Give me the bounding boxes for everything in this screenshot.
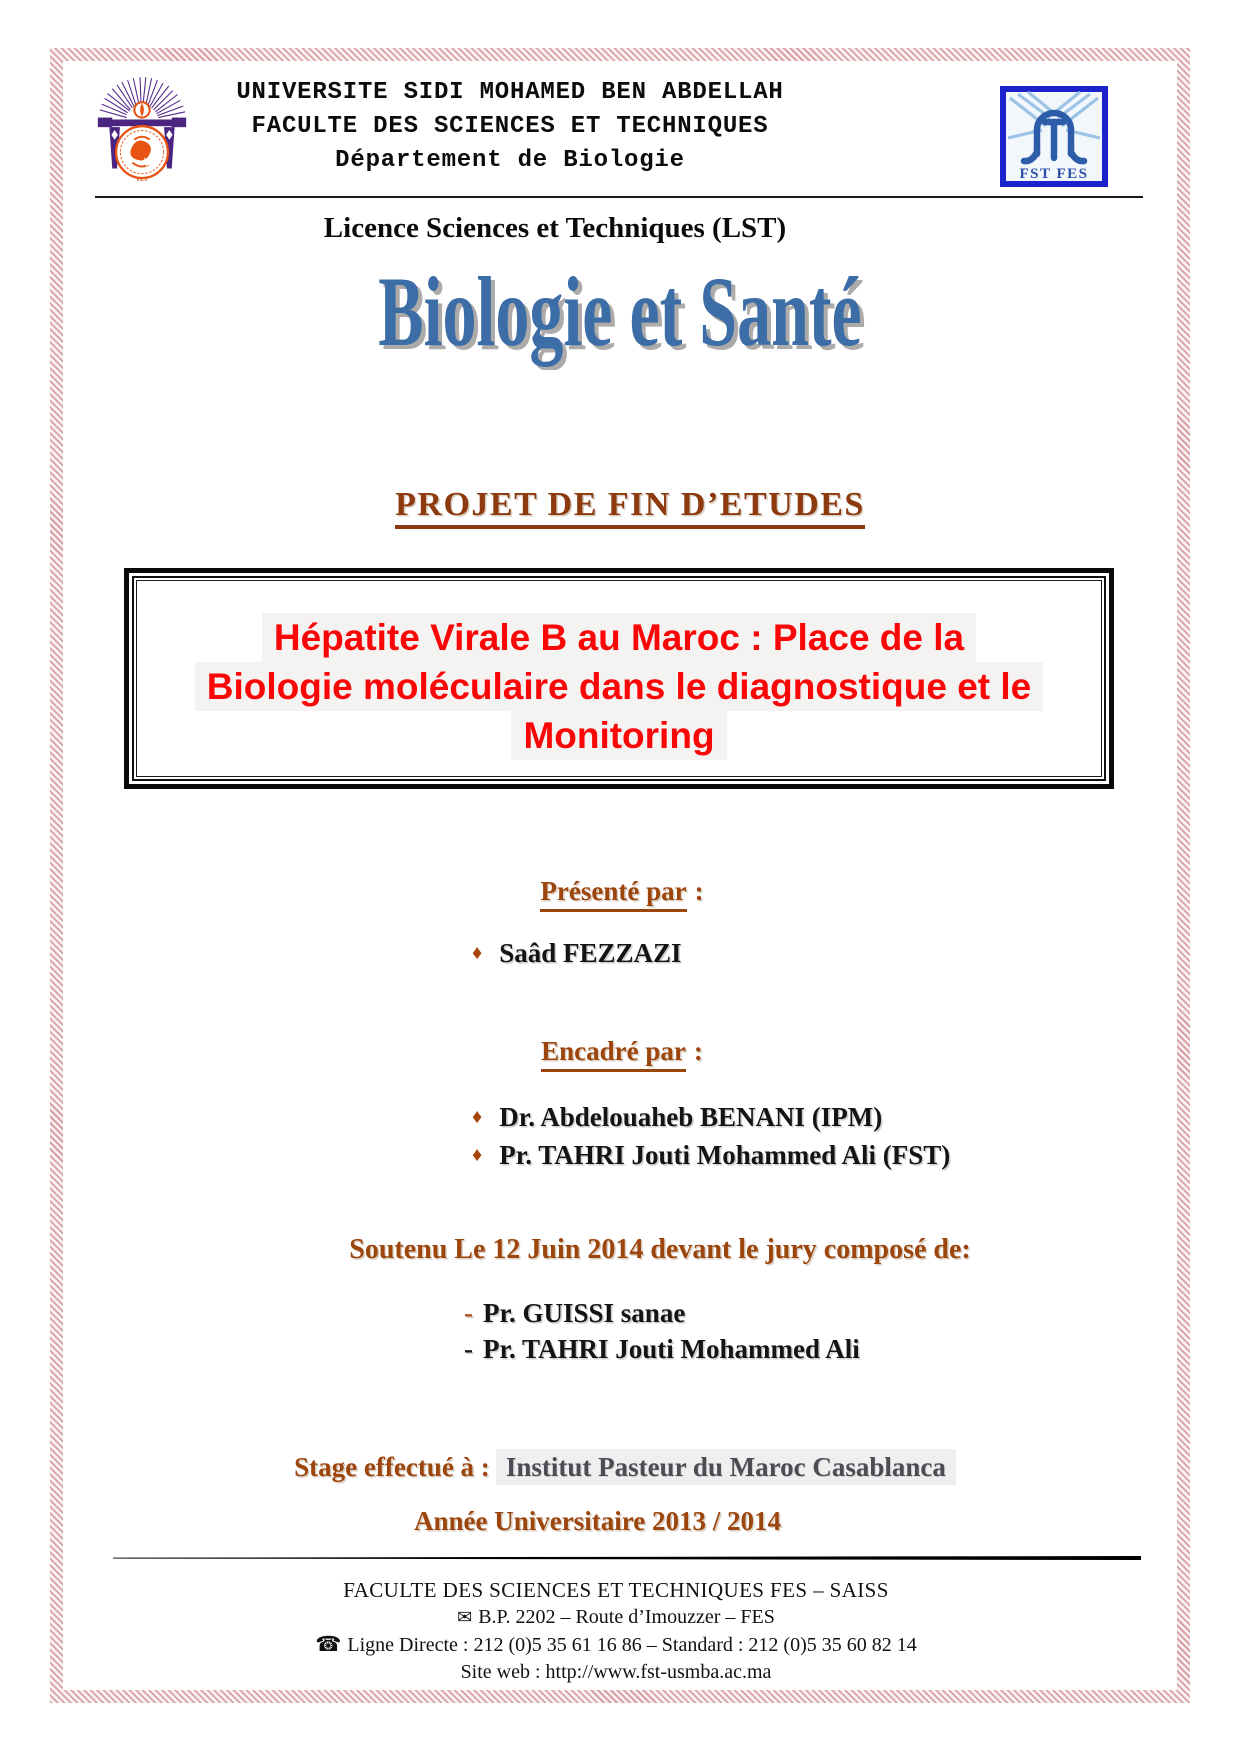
internship-line bbox=[10, 1452, 1240, 1483]
author-row bbox=[472, 938, 682, 969]
thesis-title-line-2: Biologie moléculaire dans le diagnostique et le bbox=[195, 662, 1043, 711]
presented-by-heading bbox=[2, 876, 1240, 907]
supervised-by-heading bbox=[2, 1036, 1240, 1067]
internship-label: Stage effectué à : bbox=[294, 1452, 490, 1482]
diamond-bullet-icon: ♦ bbox=[472, 942, 483, 964]
jury-member-1 bbox=[464, 1295, 860, 1331]
header-faculty-name: FACULTE DES SCIENCES ET TECHNIQUES bbox=[251, 113, 769, 140]
supervisor-name-1: Dr. Abdelouaheb BENANI (IPM) bbox=[499, 1102, 883, 1132]
fst-fes-logo bbox=[1000, 86, 1108, 187]
header-university-name: UNIVERSITE SIDI MOHAMED BEN ABDELLAH bbox=[236, 79, 784, 106]
header-institution-block bbox=[195, 76, 825, 178]
jury-member-2 bbox=[464, 1331, 860, 1367]
fst-logo-caption: FST FES bbox=[1019, 166, 1089, 182]
thesis-title-line-1: Hépatite Virale B au Maroc : Place de la bbox=[262, 613, 976, 662]
thesis-title-line-3: Monitoring bbox=[511, 711, 726, 760]
footer-phone-line bbox=[0, 1631, 1232, 1659]
projet-heading bbox=[10, 486, 1240, 524]
projet-heading-text: PROJET DE FIN D’ETUDES bbox=[395, 486, 865, 529]
svg-text:FES: FES bbox=[136, 176, 148, 183]
wordart-biologie-et-sante: Biologie et Santé bbox=[378, 256, 862, 367]
jury-dash-2: - bbox=[464, 1334, 473, 1364]
supervisor-name-2: Pr. TAHRI Jouti Mohammed Ali (FST) bbox=[499, 1140, 951, 1170]
academic-year: Année Universitaire 2013 / 2014 bbox=[414, 1506, 781, 1536]
footer-faculty-line: FACULTE DES SCIENCES ET TECHNIQUES FES – SAISS bbox=[343, 1578, 889, 1602]
footer-address-text: B.P. 2202 – Route d’Imouzzer – FES bbox=[478, 1606, 775, 1628]
thesis-title-box-mid-border bbox=[132, 576, 1106, 781]
supervisor-row-2 bbox=[472, 1140, 950, 1171]
header-department-name: Département de Biologie bbox=[335, 147, 685, 174]
internship-location: Institut Pasteur du Maroc Casablanca bbox=[496, 1449, 956, 1485]
footer-website-line: Site web : http://www.fst-usmba.ac.ma bbox=[460, 1661, 772, 1683]
presented-by-colon: : bbox=[694, 876, 704, 906]
program-title: Licence Sciences et Techniques (LST) bbox=[323, 212, 787, 244]
presented-by-underlined: Présenté par bbox=[540, 876, 686, 912]
jury-list bbox=[464, 1295, 860, 1367]
jury-dash-1: - bbox=[464, 1298, 473, 1328]
defense-date-line: Soutenu Le 12 Juin 2014 devant le jury composé de: bbox=[349, 1234, 971, 1265]
header-divider-line bbox=[95, 196, 1143, 198]
jury-member-2-name: Pr. TAHRI Jouti Mohammed Ali bbox=[483, 1334, 860, 1364]
footer-phone-text: Ligne Directe : 212 (0)5 35 61 16 86 – Standard : 212 (0)5 35 60 82 14 bbox=[347, 1634, 917, 1656]
phone-icon: ☎ bbox=[315, 1632, 342, 1656]
mail-icon: ✉ bbox=[457, 1607, 473, 1627]
thesis-title-box bbox=[124, 568, 1114, 789]
jury-member-1-name: Pr. GUISSI sanae bbox=[483, 1298, 686, 1328]
supervised-by-colon: : bbox=[693, 1036, 703, 1066]
university-emblem-logo bbox=[94, 70, 190, 192]
thesis-title-box-inner bbox=[136, 580, 1102, 777]
footer-address-line bbox=[0, 1604, 1232, 1631]
author-name: Saâd FEZZAZI bbox=[499, 938, 682, 968]
supervisor-row-1 bbox=[472, 1102, 882, 1133]
diamond-bullet-icon: ♦ bbox=[472, 1144, 483, 1166]
footer-block bbox=[0, 1577, 1232, 1686]
diamond-bullet-icon: ♦ bbox=[472, 1106, 483, 1128]
supervised-by-underlined: Encadré par bbox=[541, 1036, 686, 1072]
